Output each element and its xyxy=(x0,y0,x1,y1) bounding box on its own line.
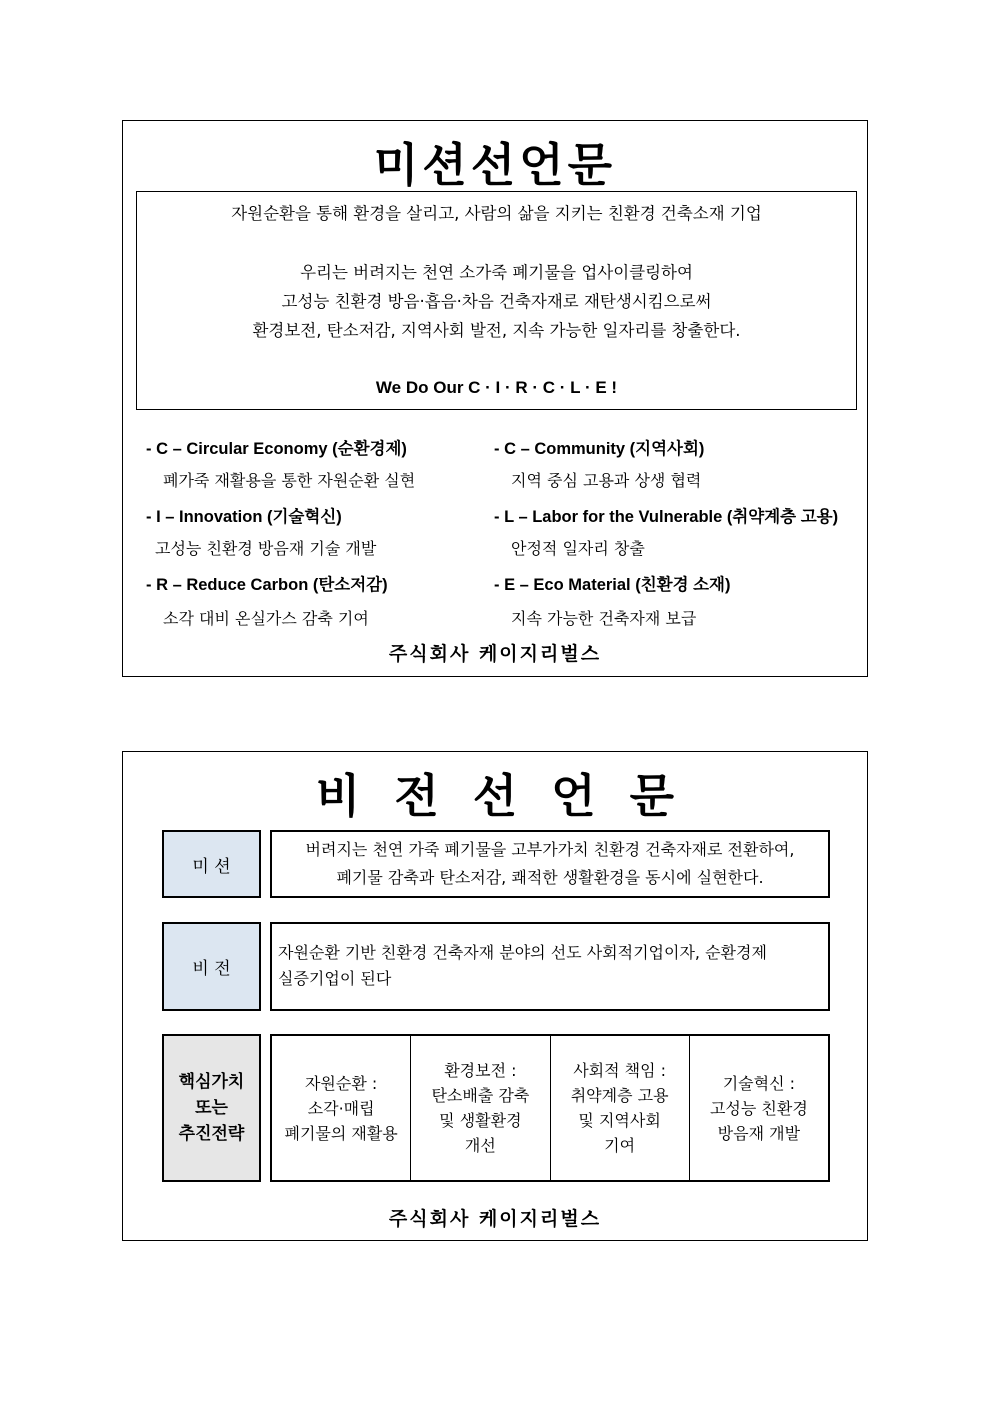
circle-item-head: - I – Innovation (기술혁신) xyxy=(146,508,342,526)
vision-label: 비 전 xyxy=(162,922,261,1011)
mission-line: 폐기물 감축과 탄소저감, 쾌적한 생활환경을 동시에 실현한다. xyxy=(336,868,764,887)
circle-item-head: - C – Community (지역사회) xyxy=(494,440,705,458)
vision-line: 실증기업이 된다 xyxy=(278,969,392,988)
statement-line: 자원순환을 통해 환경을 살리고, 사람의 삶을 지키는 친환경 건축소재 기업 xyxy=(231,204,762,223)
vision-declaration-panel xyxy=(122,751,868,1241)
value-line: 취약계층 고용 xyxy=(570,1086,669,1105)
mission-declaration-panel xyxy=(122,120,868,677)
circle-item-head: - R – Reduce Carbon (탄소저감) xyxy=(146,576,388,594)
core-values-label xyxy=(162,1034,261,1182)
value-line: 자원순환 : xyxy=(304,1073,378,1093)
circle-item-head: - L – Labor for the Vulnerable (취약계층 고용) xyxy=(494,508,839,526)
circle-item-desc: 폐가죽 재활용을 통한 자원순환 실현 xyxy=(163,471,416,490)
company-name: 주식회사 케이지리벌스 xyxy=(388,1208,602,1230)
vision-line: 자원순환 기반 친환경 건축자재 분야의 선도 사회적기업이자, 순환경제 xyxy=(278,943,767,962)
circle-item-desc: 지속 가능한 건축자재 보급 xyxy=(511,609,697,628)
motto: We Do Our C · I · R · C · L · E ! xyxy=(375,378,618,397)
core-values-table xyxy=(270,1034,830,1182)
mission-content xyxy=(270,830,830,898)
value-line: 및 지역사회 xyxy=(578,1111,661,1130)
core-values-label-line: 추진전략 xyxy=(178,1124,245,1144)
mission-line: 버려지는 천연 가죽 폐기물을 고부가가치 친환경 건축자재로 전환하여, xyxy=(305,840,795,859)
value-cell xyxy=(410,1036,549,1180)
core-values-label-line: 또는 xyxy=(195,1098,228,1118)
value-line: 폐기물의 재활용 xyxy=(284,1123,398,1143)
statement-line: 고성능 친환경 방음·흡음·차음 건축자재로 재탄생시킴으로써 xyxy=(281,292,712,311)
circle-item-desc: 소각 대비 온실가스 감축 기여 xyxy=(163,609,369,628)
value-line: 환경보전 : xyxy=(444,1061,517,1080)
core-values-label-line: 핵심가치 xyxy=(178,1072,245,1092)
value-cell xyxy=(689,1036,828,1180)
value-line: 사회적 책임 : xyxy=(573,1061,667,1080)
circle-item-head: - C – Circular Economy (순환경제) xyxy=(146,440,407,458)
circle-item-head: - E – Eco Material (친환경 소재) xyxy=(494,576,731,594)
mission-label: 미 션 xyxy=(162,830,261,898)
statement-line: 우리는 버려지는 천연 소가죽 폐기물을 업사이클링하여 xyxy=(300,263,693,282)
value-cell xyxy=(550,1036,689,1180)
vision-content xyxy=(270,922,830,1011)
value-line: 및 생활환경 xyxy=(439,1111,522,1130)
value-line: 기술혁신 : xyxy=(722,1073,796,1093)
circle-item-desc: 안정적 일자리 창출 xyxy=(511,539,645,558)
value-line: 고성능 친환경 xyxy=(709,1098,808,1118)
value-cell xyxy=(272,1036,410,1180)
circle-item-desc: 지역 중심 고용과 상생 협력 xyxy=(511,471,702,490)
value-line: 기여 xyxy=(604,1136,636,1155)
mission-declaration-title: 미션선언문 xyxy=(373,138,617,192)
value-line: 방음재 개발 xyxy=(717,1123,801,1143)
value-line: 탄소배출 감축 xyxy=(431,1086,530,1105)
mission-statement-box xyxy=(136,191,857,410)
statement-line: 환경보전, 탄소저감, 지역사회 발전, 지속 가능한 일자리를 창출한다. xyxy=(252,321,741,340)
value-line: 개선 xyxy=(464,1136,496,1155)
vision-declaration-title: 비전선언문 xyxy=(315,769,709,823)
value-line: 소각·매립 xyxy=(307,1098,375,1118)
company-name: 주식회사 케이지리벌스 xyxy=(388,643,602,665)
circle-item-desc: 고성능 친환경 방음재 기술 개발 xyxy=(155,539,377,558)
